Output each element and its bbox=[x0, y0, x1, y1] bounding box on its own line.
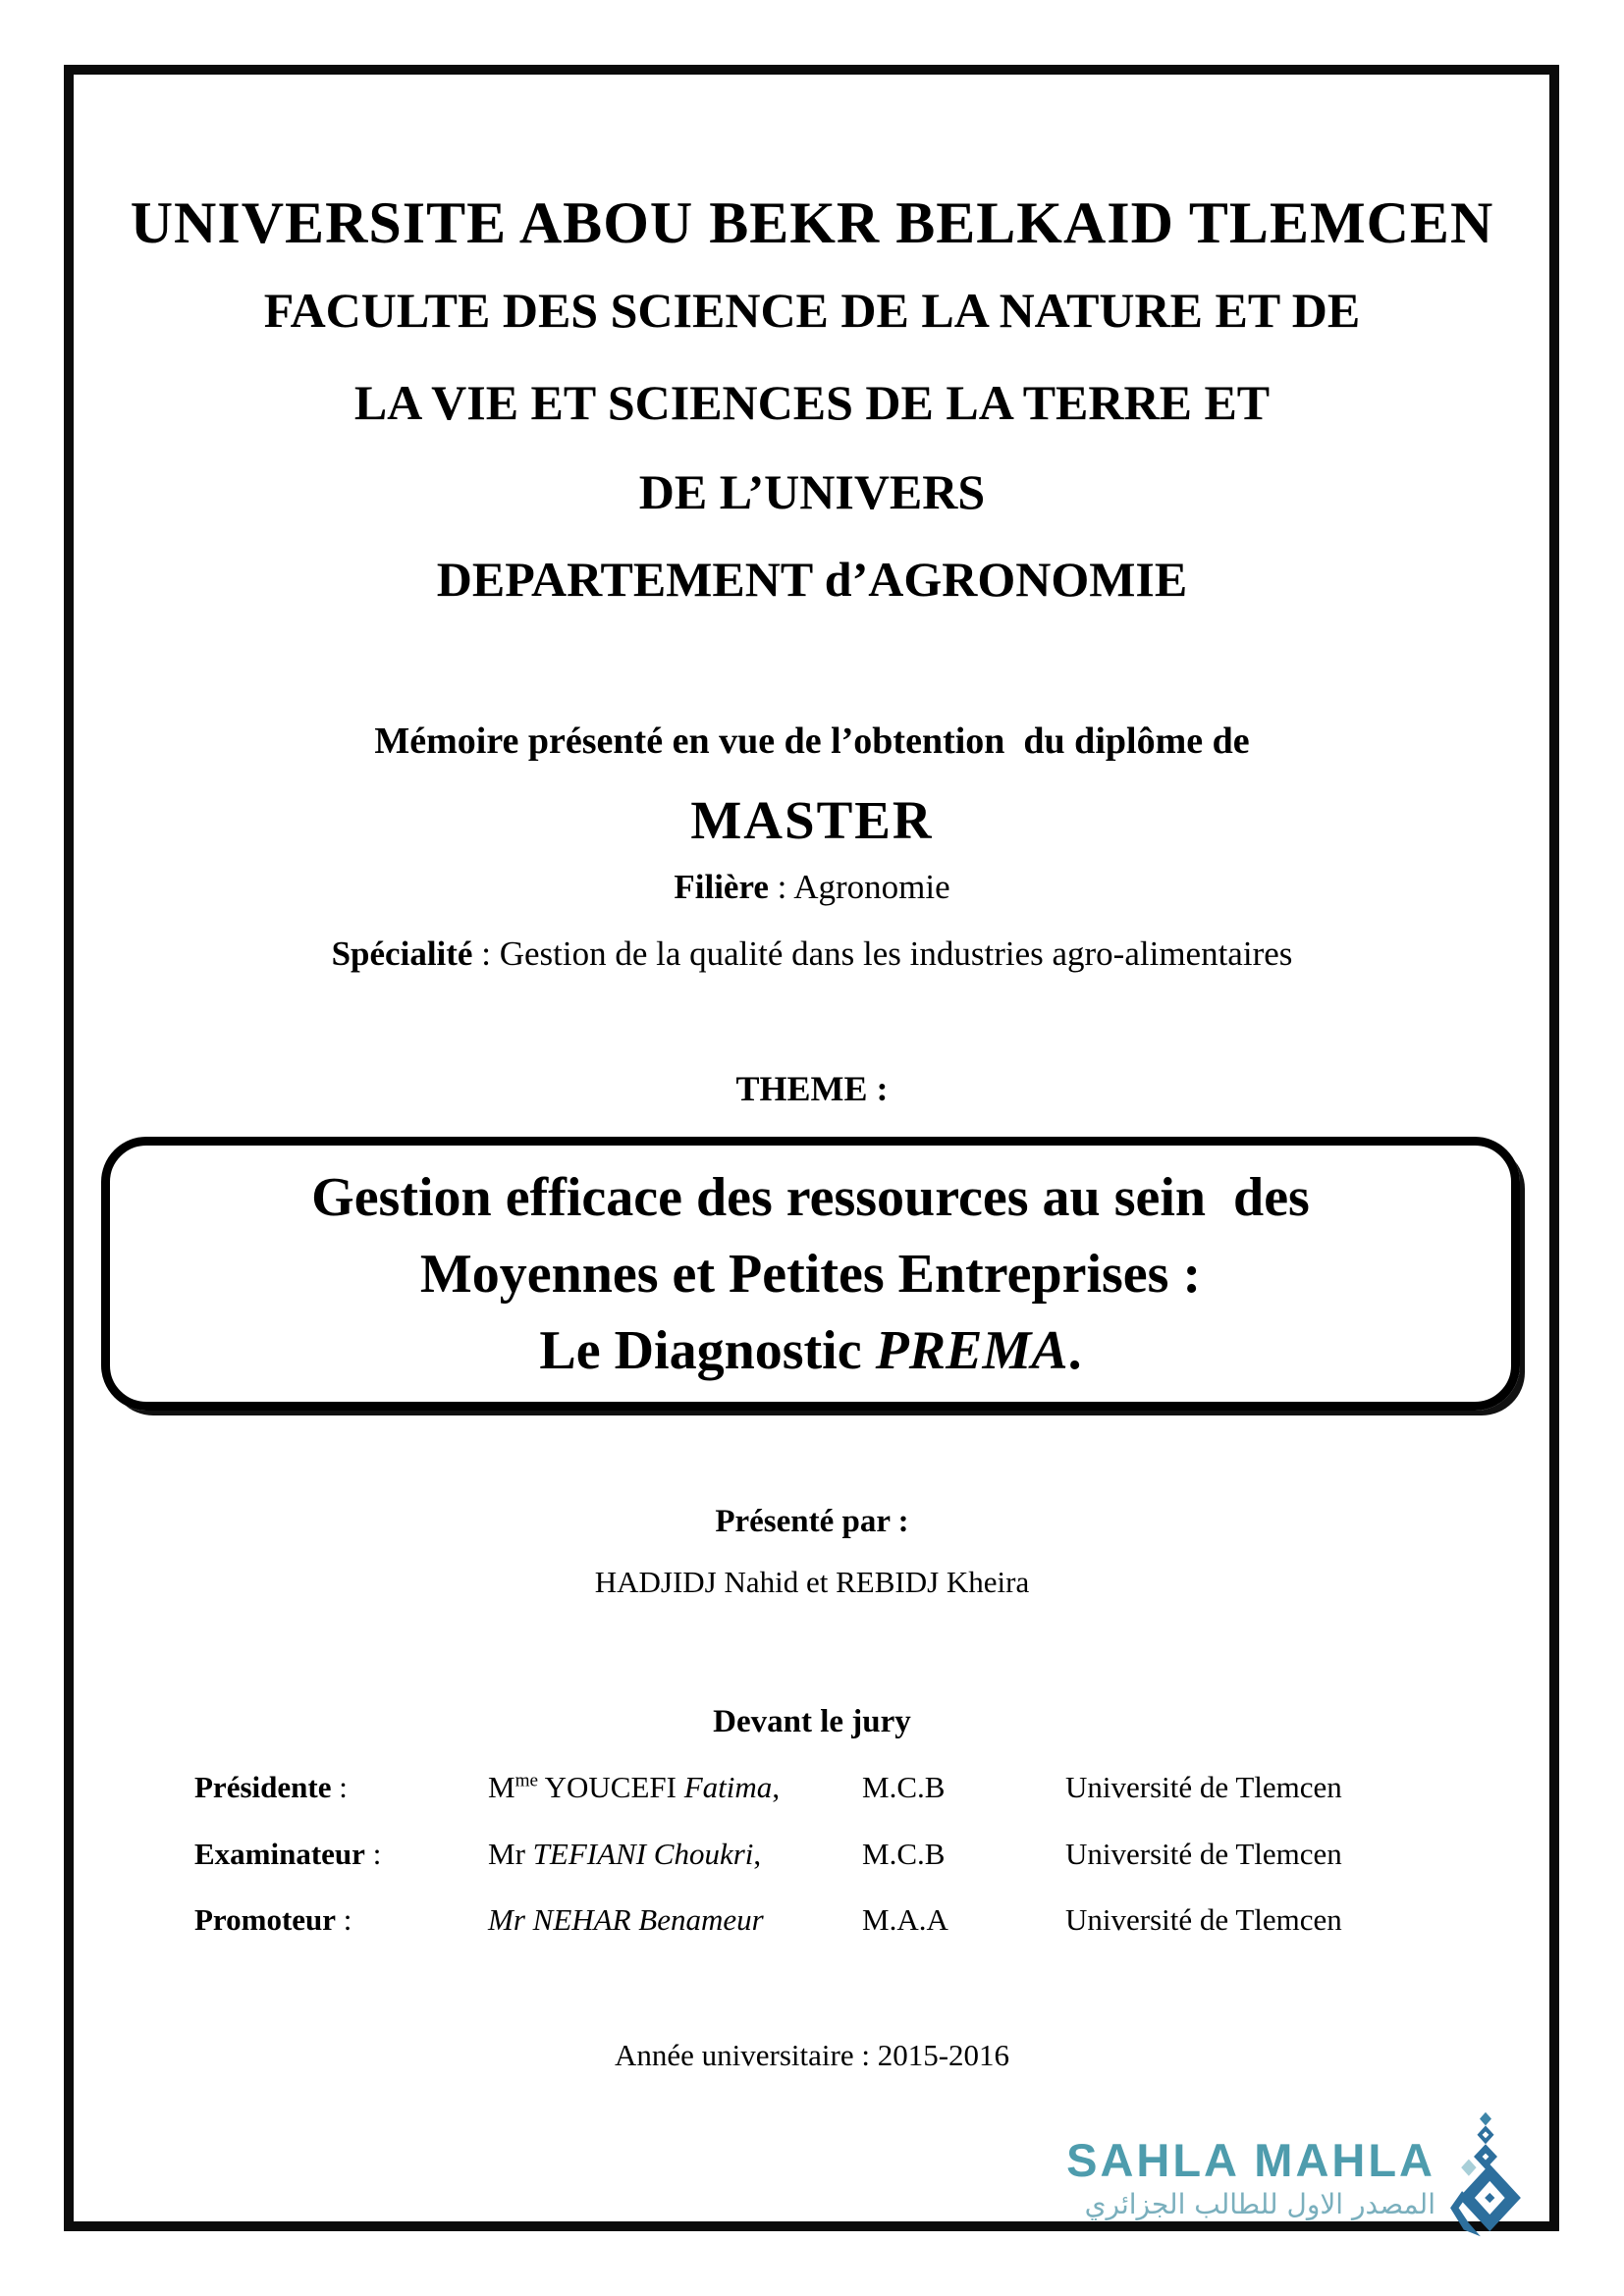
jury-member-name: Mr TEFIANI Choukri, bbox=[488, 1837, 762, 1871]
jury-role: Examinateur : bbox=[194, 1837, 382, 1871]
specialite-value: : Gestion de la qualité dans les industries agro-alimentaires bbox=[472, 934, 1293, 973]
logo-text-block bbox=[1066, 2136, 1435, 2220]
presented-by-heading: Présenté par : bbox=[715, 1504, 909, 1539]
memoire-intro: Mémoire présenté en vue de l’obtention du diplôme de bbox=[374, 721, 1250, 762]
academic-year: Année universitaire : 2015-2016 bbox=[614, 2038, 1010, 2072]
jury-row-presidente bbox=[0, 1770, 1624, 1813]
jury-affiliation: Université de Tlemcen bbox=[1065, 1770, 1342, 1804]
theme-title-box bbox=[101, 1137, 1520, 1411]
faculty-line-1: FACULTE DES SCIENCE DE LA NATURE ET DE bbox=[263, 283, 1361, 338]
jury-member-name: Mr NEHAR Benameur bbox=[488, 1902, 764, 1937]
jury-grade: M.C.B bbox=[862, 1837, 946, 1871]
jury-grade: M.C.B bbox=[862, 1770, 946, 1804]
department-title: DEPARTEMENT d’AGRONOMIE bbox=[436, 552, 1188, 607]
degree-title: MASTER bbox=[690, 790, 934, 850]
jury-affiliation: Université de Tlemcen bbox=[1065, 1837, 1342, 1871]
university-title: UNIVERSITE ABOU BEKR BELKAID TLEMCEN bbox=[130, 190, 1494, 255]
jury-member-name: $M^{me}$ YOUCEFI Fatima, bbox=[488, 1770, 781, 1804]
filiere-line bbox=[0, 868, 1624, 907]
sahla-mahla-logo bbox=[1066, 2110, 1528, 2243]
jury-row-promoteur bbox=[0, 1902, 1624, 1946]
jury-affiliation: Université de Tlemcen bbox=[1065, 1902, 1342, 1937]
jury-role: Présidente : bbox=[194, 1770, 348, 1804]
jury-role: Promoteur : bbox=[194, 1902, 352, 1937]
jury-row-examinateur bbox=[0, 1837, 1624, 1880]
logo-mark-icon bbox=[1443, 2110, 1528, 2243]
jury-grade: M.A.A bbox=[862, 1902, 948, 1937]
faculty-line-3: DE L’UNIVERS bbox=[638, 464, 986, 519]
faculty-line-2: LA VIE ET SCIENCES DE LA TERRE ET bbox=[353, 375, 1271, 430]
logo-arabic-tagline: المصدر الاول للطالب الجزائري bbox=[1084, 2188, 1435, 2221]
theme-line-3: Le Diagnostic PREMA. bbox=[539, 1319, 1082, 1381]
specialite-line bbox=[0, 934, 1624, 974]
jury-heading: Devant le jury bbox=[713, 1704, 911, 1739]
specialite-label: Spécialité bbox=[331, 934, 473, 973]
filiere-label: Filière bbox=[674, 868, 769, 906]
filiere-value: : Agronomie bbox=[768, 868, 950, 906]
theme-line-2: Moyennes et Petites Entreprises : bbox=[419, 1243, 1202, 1305]
theme-line-1: Gestion efficace des ressources au sein des bbox=[311, 1166, 1310, 1228]
theme-prema: PREMA bbox=[875, 1319, 1068, 1381]
authors-names: HADJIDJ Nahid et REBIDJ Kheira bbox=[594, 1565, 1030, 1599]
theme-heading: THEME : bbox=[735, 1069, 889, 1108]
logo-brand-name: SAHLA MAHLA bbox=[1066, 2134, 1435, 2186]
